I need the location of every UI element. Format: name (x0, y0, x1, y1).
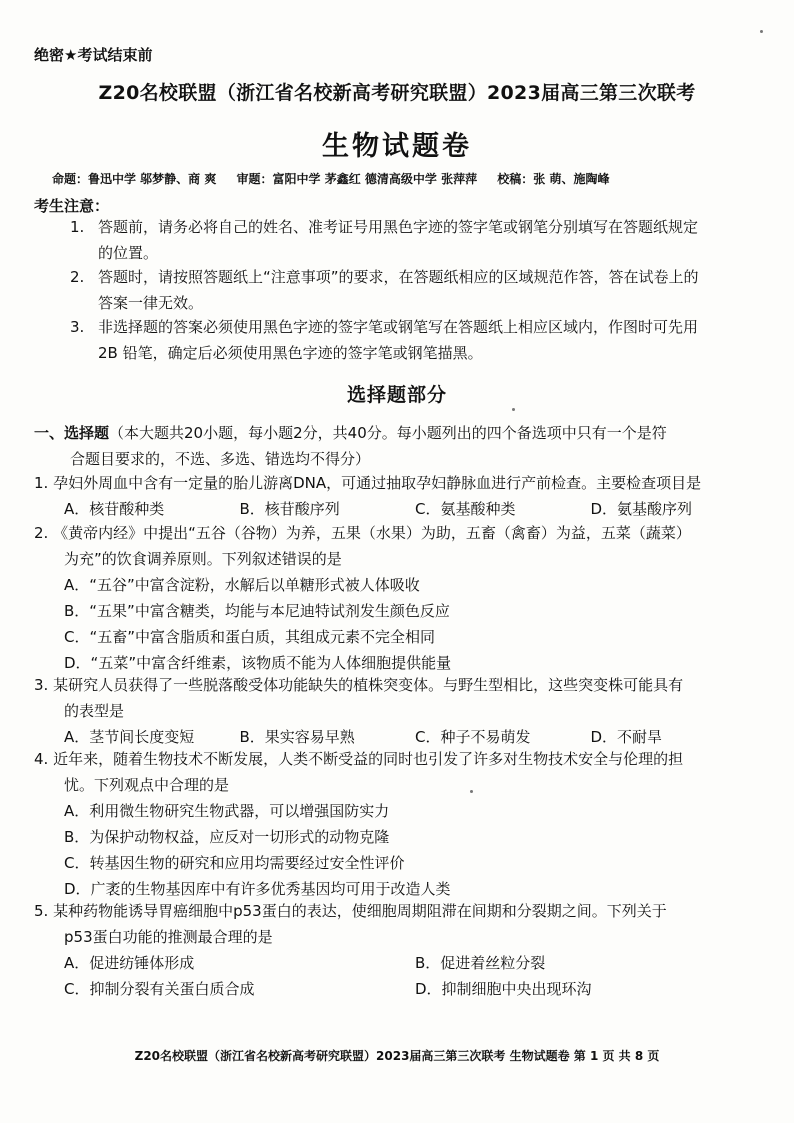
question-1 (34, 470, 766, 522)
options-row (34, 950, 766, 976)
part-instructions-line1: （本大题共20小题，每小题2分，共40分。每小题列出的四个备选项中只有一个是符 (109, 424, 667, 442)
subject-title: 生物试题卷 (322, 131, 472, 162)
option-b: B．为保护动物权益，应反对一切形式的动物克隆 (64, 828, 390, 846)
option-c: C．氨基酸种类 (415, 500, 516, 518)
note-number: 2. (70, 268, 85, 286)
question-stem: 4. 近年来，随着生物技术不断发展，人类不断受益的同时也引发了许多对生物技术安全与伦理的担 (34, 750, 684, 768)
option-d: D．广袤的生物基因库中有许多优秀基因均可用于改造人类 (64, 880, 451, 898)
page-footer: Z20名校联盟（浙江省名校新高考研究联盟）2023届高三第三次联考 生物试题卷 第 1 页 共 8 页 (134, 1049, 660, 1063)
option-a: A．利用微生物研究生物武器，可以增强国防实力 (64, 802, 390, 820)
part-label: 一、选择题 (34, 424, 110, 442)
question-stem-cont: 的表型是 (64, 702, 125, 720)
question-stem-cont: 为充”的饮食调养原则。下列叙述错误的是 (64, 550, 342, 568)
question-stem-cont: 忧。下列观点中合理的是 (64, 776, 230, 794)
option-b: B．核苷酸序列 (239, 500, 340, 518)
option-c: C．种子不易萌发 (415, 728, 531, 746)
part-instructions-line2: 合题目要求的，不选、多选、错选均不得分） (70, 450, 371, 468)
options-row (34, 496, 766, 522)
option-a: A．“五谷”中富含淀粉，水解后以单糖形式被人体吸收 (64, 576, 420, 594)
note-number: 1. (70, 218, 85, 236)
scan-speck (512, 408, 515, 411)
note-item (70, 264, 766, 316)
note-number: 3. (70, 318, 85, 336)
section-title: 选择题部分 (346, 384, 447, 406)
proofreaders: 校稿：张 萌、施陶峰 (497, 172, 610, 186)
question-3 (34, 672, 766, 750)
question-stem-cont: p53蛋白功能的推测最合理的是 (64, 928, 273, 946)
note-text-line1: 答题前，请务必将自己的姓名、准考证号用黑色字迹的签字笔或钢笔分别填写在答题纸规定 (98, 218, 699, 236)
option-d: D．抑制细胞中央出现环沟 (415, 980, 592, 998)
option-a: A．核苷酸种类 (64, 500, 165, 518)
note-item (70, 214, 766, 266)
note-text-line2: 答案一律无效。 (98, 294, 204, 312)
option-c: C．“五畜”中富含脂质和蛋白质，其组成元素不完全相同 (64, 628, 436, 646)
option-d: D．“五菜”中富含纤维素，该物质不能为人体细胞提供能量 (64, 654, 452, 672)
note-item (70, 314, 766, 366)
question-2 (34, 520, 766, 676)
question-stem: 3. 某研究人员获得了一些脱落酸受体功能缺失的植株突变体。与野生型相比，这些突变株可能具有 (34, 676, 684, 694)
option-c: C．抑制分裂有关蛋白质合成 (64, 980, 255, 998)
confidential-label: 绝密★考试结束前 (34, 46, 153, 64)
option-d: D．氨基酸序列 (590, 500, 693, 518)
option-a: A．促进纺锤体形成 (64, 954, 195, 972)
scan-speck (760, 30, 763, 33)
note-text-line1: 非选择题的答案必须使用黑色字迹的签字笔或钢笔写在答题纸上相应区域内，作图时可先用 (98, 318, 699, 336)
question-5 (34, 898, 766, 1002)
notes-heading: 考生注意： (34, 197, 110, 215)
option-a: A．茎节间长度变短 (64, 728, 195, 746)
question-4 (34, 746, 766, 902)
option-d: D．不耐旱 (590, 728, 663, 746)
option-c: C．转基因生物的研究和应用均需要经过安全性评价 (64, 854, 405, 872)
note-text-line1: 答题时，请按照答题纸上“注意事项”的要求，在答题纸相应的区域规范作答，答在试卷上的 (98, 268, 699, 286)
scan-speck (470, 790, 473, 793)
option-b: B．“五果”中富含糖类，均能与本尼迪特试剂发生颜色反应 (64, 602, 450, 620)
option-b: B．促进着丝粒分裂 (415, 954, 546, 972)
authors-line (52, 170, 625, 187)
question-stem: 2. 《黄帝内经》中提出“五谷（谷物）为养，五果（水果）为助，五畜（禽畜）为益，五菜（蔬菜） (34, 524, 691, 542)
exam-main-title: Z20名校联盟（浙江省名校新高考研究联盟）2023届高三第三次联考 (98, 82, 696, 104)
proposers: 命题：鲁迅中学 邬梦静、商 爽 (52, 172, 217, 186)
question-stem: 1. 孕妇外周血中含有一定量的胎儿游离DNA，可通过抽取孕妇静脉血进行产前检查。主要检查项目是 (34, 474, 702, 492)
reviewers: 审题：富阳中学 茅鑫红 德清高级中学 张萍萍 (236, 172, 478, 186)
option-b: B．果实容易早熟 (239, 728, 355, 746)
note-text-line2: 2B 铅笔，确定后必须使用黑色字迹的签字笔或钢笔描黑。 (98, 344, 483, 362)
options-row (34, 976, 766, 1002)
part-heading (34, 420, 766, 472)
note-text-line2: 的位置。 (98, 244, 159, 262)
question-stem: 5. 某种药物能诱导胃癌细胞中p53蛋白的表达，使细胞周期阻滞在间期和分裂期之间。下列关于 (34, 902, 667, 920)
